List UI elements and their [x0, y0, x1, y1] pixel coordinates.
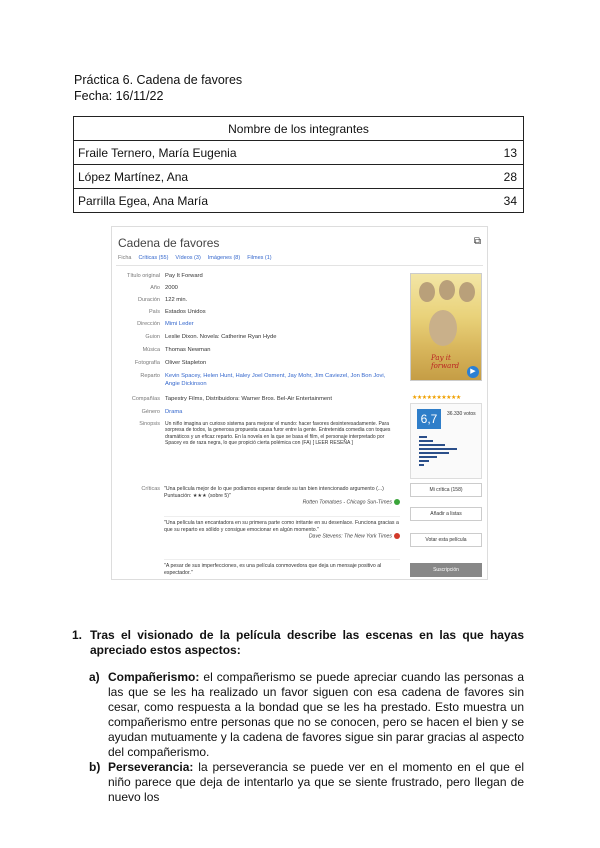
- critiques-label: Críticas: [141, 486, 160, 492]
- field-duration: Duración 122 min.: [137, 297, 188, 303]
- member-name: Fraile Ternero, María Eugenia: [74, 141, 454, 165]
- subscription-button[interactable]: Suscripción: [410, 563, 482, 577]
- tab-criticas: Críticas (55): [138, 255, 169, 261]
- table-row: [74, 165, 524, 189]
- rating-box: [410, 403, 482, 479]
- divider: [164, 559, 400, 560]
- table-row: [74, 189, 524, 213]
- field-cast: Reparto Kevin Spacey, Helen Hunt, Haley Joel Osment, Jay Mohr, Jim Caviezel, Jon Bon Jovi, Angie Dickinson: [140, 373, 386, 387]
- practice-title: Práctica 6. Cadena de favores: [74, 73, 243, 87]
- answer-b: [89, 760, 524, 805]
- embedded-movie-page-screenshot: [111, 226, 488, 580]
- rating-bar: [419, 444, 445, 446]
- question-text: Tras el visionado de la película describe las escenas en las que hayas apreciado estos aspectos:: [90, 628, 524, 657]
- member-number: 34: [453, 189, 524, 213]
- members-table-header: [74, 117, 524, 141]
- critique-item: [164, 563, 400, 576]
- field-photography: Fotografía Oliver Stapleton: [134, 360, 207, 366]
- positive-dot-icon: [394, 499, 400, 505]
- movie-title: Cadena de favores: [118, 236, 220, 250]
- field-country: País Estados Unidos: [148, 309, 206, 315]
- critique-text: "Una película mejor de lo que podíamos esperar desde su tan bien intencionado argumento (...) Puntuación: ★★★ (sobre 5)": [164, 486, 384, 499]
- average-score: 6,7: [417, 409, 441, 429]
- star-rating: ★★★★★★★★★★: [412, 395, 461, 401]
- answer-text: la perseverancia se puede ver en el momento en el que el niño parece que deja de intentarlo ya que se siente frustrado, pero llegan de nuevo los: [108, 760, 524, 804]
- answer-term: Compañerismo:: [108, 670, 200, 684]
- movie-tabs: [118, 255, 272, 261]
- rating-bar: [419, 460, 429, 462]
- critique-source: Dave Stevens: The New York Times: [308, 533, 392, 540]
- field-genre: Género Drama: [141, 409, 183, 415]
- members-heading: Nombre de los integrantes: [74, 117, 524, 141]
- critique-source: Rotten Tomatoes - Chicago Sun-Times: [302, 499, 392, 506]
- play-icon: ▶: [467, 366, 479, 378]
- rating-bar: [419, 464, 424, 466]
- table-row: [74, 141, 524, 165]
- question-number: 1.: [72, 628, 83, 642]
- add-to-lists-button[interactable]: Añadir a listas: [410, 507, 482, 521]
- field-screenplay: Guion Leslie Dixon. Novela: Catherine Ryan Hyde: [145, 334, 277, 340]
- field-direction: Dirección Mimi Leder: [137, 321, 194, 327]
- tab-imagenes: Imágenes (8): [207, 255, 241, 261]
- vote-movie-button[interactable]: Votar esta película: [410, 533, 482, 547]
- member-name: López Martínez, Ana: [74, 165, 454, 189]
- critique-item: [164, 486, 400, 506]
- field-year: Año 2000: [150, 285, 178, 291]
- question-1: [72, 628, 524, 658]
- member-number: 13: [453, 141, 524, 165]
- field-synopsis: Sinopsis Un niño imagina un curioso sistema para mejorar el mundo: hacer favores desinteresadamente. Para sorpresa de todos, la generosa propuesta causa furor entre la gente. Entretenida comedia con toques dramáticos y un eficaz reparto. En la novela en la que se basa el film, el personaje interpretado por Spacey es de raza negra, lo que propició cierta polémica con (FA) [ LEER RESEÑA ]: [139, 421, 391, 447]
- rating-bar: [419, 456, 437, 458]
- member-number: 28: [453, 165, 524, 189]
- tab-filmes: Filmes (1): [247, 255, 272, 261]
- negative-dot-icon: [394, 533, 400, 539]
- field-companies: Compañías Tapestry Films, Distribuidora: Warner Bros. Bel-Air Entertainment: [131, 396, 332, 402]
- rating-bar: [419, 440, 433, 442]
- document-header: [74, 72, 242, 104]
- critique-text: "Una película tan encantadora en su primera parte como irritante en su desenlace. Funciona gracias a que su reparto es sólido y consigue emocionar en algún momento.": [164, 520, 399, 533]
- answer-label: b): [89, 760, 101, 774]
- my-critique-button[interactable]: Mi crítica (158): [410, 483, 482, 497]
- answer-label: a): [89, 670, 100, 684]
- rating-bar: [419, 448, 457, 450]
- field-music: Música Thomas Newman: [142, 347, 211, 353]
- tab-videos: Vídeos (3): [175, 255, 201, 261]
- answer-a: [89, 670, 524, 760]
- answer-text: el compañerismo se puede apreciar cuando las personas a las que se les ha realizado un favor siguen con esa cadena de favores sin cesar, como respuesta a la bondad que se les ha prestado. Esto muestra un compañerismo entre personas que no se conocen, pero se hacen el bien y se ayudan mutuamente y la cadena de favores sigue sin parar gracias al aspecto del compañerismo.: [108, 670, 524, 759]
- rating-bar: [419, 452, 449, 454]
- vote-count: 36.330 votos: [447, 411, 476, 417]
- rating-bar: [419, 436, 427, 438]
- tab-ficha: Ficha: [118, 255, 132, 261]
- divider: [164, 516, 400, 517]
- critique-text: "A pesar de sus imperfecciones, es una película conmovedora que deja un mensaje positivo al espectador.": [164, 563, 382, 576]
- divider: [116, 265, 483, 266]
- poster-title: Pay it forward: [431, 354, 460, 370]
- movie-poster: [410, 273, 482, 381]
- answer-term: Perseverancia:: [108, 760, 194, 774]
- share-icon: ⧉: [473, 236, 481, 247]
- field-original-title: Título original Pay It Forward: [126, 273, 203, 279]
- member-name: Parrilla Egea, Ana María: [74, 189, 454, 213]
- critique-item: [164, 520, 400, 540]
- practice-date: Fecha: 16/11/22: [74, 89, 164, 103]
- members-table: [73, 116, 524, 213]
